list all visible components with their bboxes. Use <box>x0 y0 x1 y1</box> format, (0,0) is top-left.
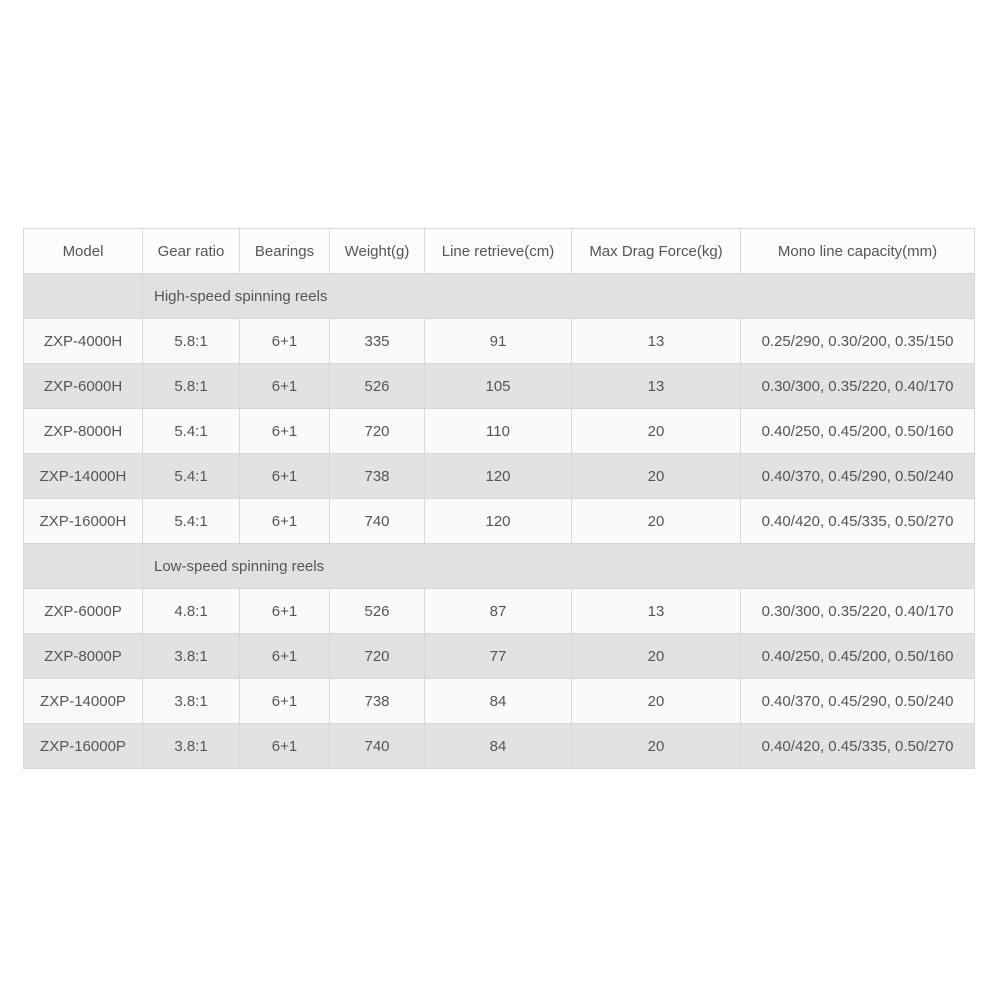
cell-weight: 738 <box>330 679 425 724</box>
cell-gear-ratio: 5.4:1 <box>143 454 240 499</box>
cell-line-retrieve: 91 <box>425 319 572 364</box>
header-max-drag: Max Drag Force(kg) <box>572 229 741 274</box>
section-row-high-speed <box>24 274 975 319</box>
cell-gear-ratio: 5.8:1 <box>143 364 240 409</box>
cell-max-drag: 20 <box>572 679 741 724</box>
section-spacer <box>24 274 143 319</box>
header-gear-ratio: Gear ratio <box>143 229 240 274</box>
cell-bearings: 6+1 <box>240 724 330 769</box>
cell-weight: 720 <box>330 409 425 454</box>
reel-specs-table <box>23 228 975 769</box>
section-row-low-speed <box>24 544 975 589</box>
section-title: High-speed spinning reels <box>143 274 975 319</box>
cell-line-retrieve: 77 <box>425 634 572 679</box>
cell-weight: 720 <box>330 634 425 679</box>
cell-weight: 738 <box>330 454 425 499</box>
cell-gear-ratio: 4.8:1 <box>143 589 240 634</box>
cell-model: ZXP-6000P <box>24 589 143 634</box>
table-row <box>24 409 975 454</box>
cell-model: ZXP-14000H <box>24 454 143 499</box>
cell-max-drag: 13 <box>572 319 741 364</box>
cell-bearings: 6+1 <box>240 499 330 544</box>
cell-model: ZXP-16000H <box>24 499 143 544</box>
cell-max-drag: 13 <box>572 589 741 634</box>
table-row <box>24 679 975 724</box>
cell-line-retrieve: 120 <box>425 499 572 544</box>
cell-gear-ratio: 3.8:1 <box>143 679 240 724</box>
cell-mono-capacity: 0.40/250, 0.45/200, 0.50/160 <box>741 409 975 454</box>
cell-model: ZXP-6000H <box>24 364 143 409</box>
cell-gear-ratio: 3.8:1 <box>143 634 240 679</box>
cell-mono-capacity: 0.40/370, 0.45/290, 0.50/240 <box>741 454 975 499</box>
cell-weight: 740 <box>330 499 425 544</box>
section-title: Low-speed spinning reels <box>143 544 975 589</box>
cell-mono-capacity: 0.25/290, 0.30/200, 0.35/150 <box>741 319 975 364</box>
cell-line-retrieve: 84 <box>425 724 572 769</box>
cell-max-drag: 20 <box>572 409 741 454</box>
header-bearings: Bearings <box>240 229 330 274</box>
cell-max-drag: 20 <box>572 454 741 499</box>
section-spacer <box>24 544 143 589</box>
cell-line-retrieve: 120 <box>425 454 572 499</box>
header-model: Model <box>24 229 143 274</box>
header-row <box>24 229 975 274</box>
cell-line-retrieve: 105 <box>425 364 572 409</box>
cell-mono-capacity: 0.40/420, 0.45/335, 0.50/270 <box>741 499 975 544</box>
header-line-retrieve: Line retrieve(cm) <box>425 229 572 274</box>
cell-model: ZXP-8000P <box>24 634 143 679</box>
cell-mono-capacity: 0.30/300, 0.35/220, 0.40/170 <box>741 589 975 634</box>
cell-model: ZXP-4000H <box>24 319 143 364</box>
cell-max-drag: 20 <box>572 724 741 769</box>
cell-max-drag: 13 <box>572 364 741 409</box>
cell-mono-capacity: 0.40/370, 0.45/290, 0.50/240 <box>741 679 975 724</box>
cell-bearings: 6+1 <box>240 589 330 634</box>
table-row <box>24 319 975 364</box>
cell-model: ZXP-16000P <box>24 724 143 769</box>
cell-gear-ratio: 5.8:1 <box>143 319 240 364</box>
cell-model: ZXP-8000H <box>24 409 143 454</box>
cell-bearings: 6+1 <box>240 409 330 454</box>
header-weight: Weight(g) <box>330 229 425 274</box>
cell-max-drag: 20 <box>572 499 741 544</box>
cell-gear-ratio: 3.8:1 <box>143 724 240 769</box>
cell-model: ZXP-14000P <box>24 679 143 724</box>
cell-gear-ratio: 5.4:1 <box>143 409 240 454</box>
header-mono-capacity: Mono line capacity(mm) <box>741 229 975 274</box>
table-row <box>24 589 975 634</box>
table-row <box>24 724 975 769</box>
cell-bearings: 6+1 <box>240 679 330 724</box>
cell-line-retrieve: 87 <box>425 589 572 634</box>
table-row <box>24 364 975 409</box>
cell-mono-capacity: 0.40/250, 0.45/200, 0.50/160 <box>741 634 975 679</box>
cell-bearings: 6+1 <box>240 634 330 679</box>
cell-gear-ratio: 5.4:1 <box>143 499 240 544</box>
cell-line-retrieve: 84 <box>425 679 572 724</box>
cell-max-drag: 20 <box>572 634 741 679</box>
cell-mono-capacity: 0.40/420, 0.45/335, 0.50/270 <box>741 724 975 769</box>
cell-mono-capacity: 0.30/300, 0.35/220, 0.40/170 <box>741 364 975 409</box>
cell-weight: 526 <box>330 364 425 409</box>
cell-weight: 335 <box>330 319 425 364</box>
table-row <box>24 634 975 679</box>
cell-bearings: 6+1 <box>240 319 330 364</box>
cell-line-retrieve: 110 <box>425 409 572 454</box>
cell-bearings: 6+1 <box>240 454 330 499</box>
table-row <box>24 454 975 499</box>
cell-weight: 526 <box>330 589 425 634</box>
cell-weight: 740 <box>330 724 425 769</box>
cell-bearings: 6+1 <box>240 364 330 409</box>
table-row <box>24 499 975 544</box>
